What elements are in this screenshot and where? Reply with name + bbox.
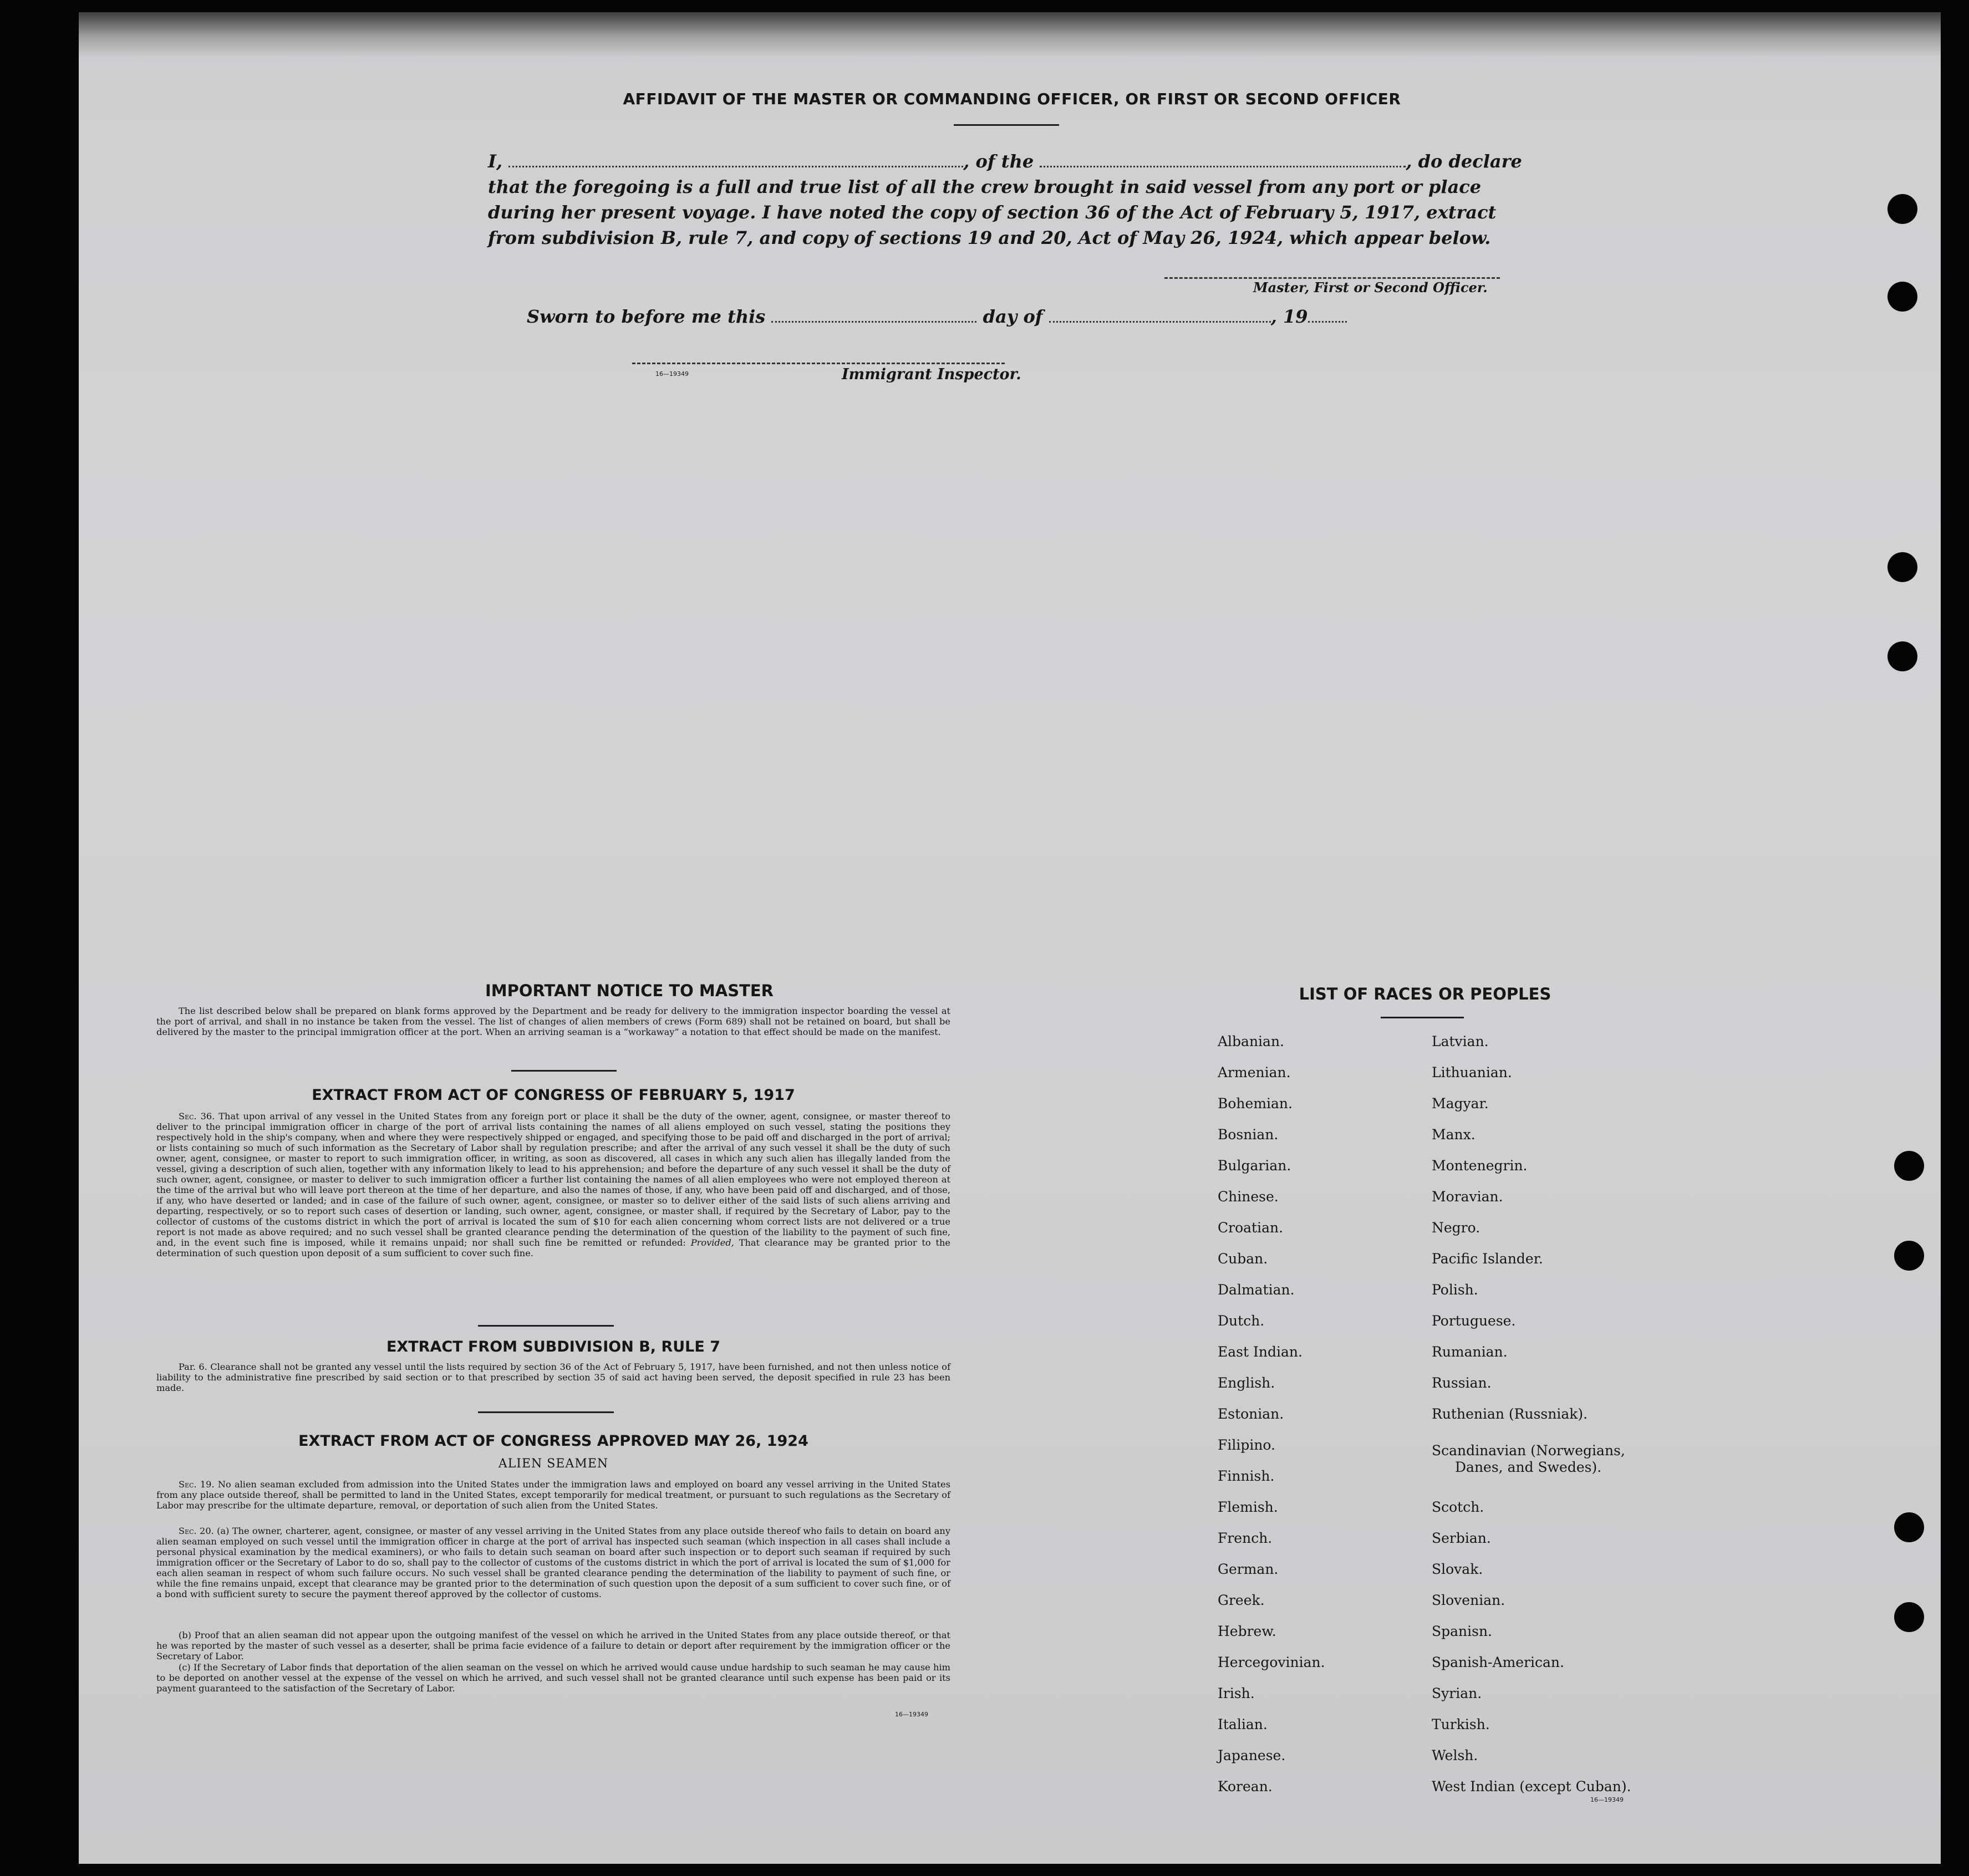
of-the-label: , of the [963,151,1034,172]
race-item: German. [1218,1561,1279,1577]
extract-1917-heading: EXTRACT FROM ACT OF CONGRESS OF FEBRUARY 5, 1917 [312,1087,795,1104]
race-item: Finnish. [1218,1468,1275,1484]
master-signature-line[interactable] [1164,277,1500,279]
race-item: Spanish-American. [1432,1654,1564,1670]
affidavit-declaration [488,149,1541,251]
binder-hole [1887,282,1917,312]
form-number: 16—19349 [655,370,689,378]
race-item: Bulgarian. [1218,1158,1291,1174]
race-item: Korean. [1218,1778,1273,1795]
month-field-line[interactable] [1049,321,1271,323]
year-field-line[interactable] [1308,321,1347,323]
binder-hole [1894,1241,1924,1271]
race-item: Greek. [1218,1592,1265,1608]
inspector-caption: Immigrant Inspector. [842,366,1021,383]
race-item: West Indian (except Cuban). [1432,1778,1631,1795]
races-title-underline [1381,1017,1464,1018]
race-item: Hebrew. [1218,1623,1276,1639]
day-of-label: day of [983,306,1043,327]
title-underline [954,124,1059,126]
race-item: English. [1218,1375,1275,1391]
sec19-label: Sec. 19. [179,1479,215,1490]
race-item: Turkish. [1432,1716,1490,1732]
year-label: , 19 [1270,306,1308,327]
sec36-label: Sec. 36. [179,1111,215,1121]
race-item: Flemish. [1218,1499,1278,1515]
race-item: Bohemian. [1218,1095,1293,1112]
race-item: Bosnian. [1218,1126,1279,1143]
race-item: Negro. [1432,1220,1480,1236]
race-item: Chinese. [1218,1189,1279,1205]
race-item: Armenian. [1218,1064,1291,1080]
sec20-label: Sec. 20. [179,1526,214,1536]
binder-hole [1887,552,1917,582]
scan-edge-shadow [79,12,1941,57]
sec19-paragraph [156,1479,950,1511]
race-item: Ruthenian (Russniak). [1432,1406,1588,1422]
race-item: Croatian. [1218,1220,1284,1236]
section-divider [478,1325,614,1327]
race-item: Spanisn. [1432,1623,1493,1639]
extract-rule7-body: Par. 6. Clearance shall not be granted any vessel until the lists required by section 36 of the Act of February 5, 1917, have been furnished, and not then unless notice of liability to the administrative fine prescribed by said section or to that prescribed by section 35 of said act having been served, the deposit specified in rule 23 has been made. [156,1362,950,1393]
form-number: 16—19349 [1590,1796,1624,1803]
race-item: Albanian. [1218,1033,1285,1049]
binder-hole [1894,1151,1924,1181]
sec20c-paragraph: (c) If the Secretary of Labor finds that deportation of the alien seaman on the vessel on which he arrived would cause undue hardship to such seaman he may cause him to be deported on another vessel at the expense of the vessel on which he arrived, and such vessel shall not be granted clearance until such expense has been paid or its payment guaranteed to the satisfaction of the Secretary of Labor. [156,1662,950,1694]
alien-seamen-subheading: ALIEN SEAMEN [498,1457,609,1471]
sworn-line [527,306,1347,327]
extract-1917-body [156,1111,950,1258]
race-item: Welsh. [1432,1747,1478,1763]
race-item: Russian. [1432,1375,1492,1391]
inspector-signature-line[interactable] [632,363,1005,364]
race-item: East Indian. [1218,1344,1303,1360]
race-item: Rumanian. [1432,1344,1508,1360]
sec20a-text: (a) The owner, charterer, agent, consignee, or master of any vessel arriving in the United States from any place outside thereof who fails to detain on board any alien seaman employed on such vessel until the immigration officer in charge at the port of arrival has inspected such seaman (which inspection in all cases shall include a personal physical examination by the medical examiners), or who fails to detain such seaman on board after such inspection or to deport such seaman if required by such immigration officer or the Secretary of Labor to do so, shall pay to the collector of customs of the customs district in which the port of arrival is located the sum of $1,000 for each alien seaman in respect of whom such failure occurs. No such vessel shall be granted clearance pending the determination of the liability to payment of such fine, or while the fine remains unpaid, except that clearance may be granted prior to the determination of such question upon the deposit of a sum sufficient to cover such fine, or of a bond with sufficient surety to secure the payment thereof approved by the collector of customs. [156,1526,950,1599]
sec20b-paragraph: (b) Proof that an alien seaman did not appear upon the outgoing manifest of the vessel on which he arrived in the United States from any place outside thereof, or that he was reported by the master of such vessel as a deserter, shall be prima facie evidence of a failure to detain or deport after requirement by the immigration officer or the Secretary of Labor. [156,1630,950,1661]
race-item: Slovenian. [1432,1592,1505,1608]
notice-heading: IMPORTANT NOTICE TO MASTER [485,981,774,1000]
sec36-text-end: That clearance may be granted prior to the determination of such question upon deposit of a sum sufficient to cover such fine. [156,1237,950,1258]
binder-hole [1894,1512,1924,1542]
race-item: Estonian. [1218,1406,1284,1422]
race-item: Serbian. [1432,1530,1491,1546]
affidavit-title: AFFIDAVIT OF THE MASTER OR COMMANDING OFFICER, OR FIRST OR SECOND OFFICER [623,90,1401,108]
race-item: Magyar. [1432,1095,1489,1112]
race-item: Latvian. [1432,1033,1489,1049]
race-item: Moravian. [1432,1189,1503,1205]
sec36-text: That upon arrival of any vessel in the United States from any foreign port or place it shall be the duty of the owner, agent, consignee, or master thereof to deliver to the principal immigration officer in charge of the port of arrival lists containing the names of all aliens employed on such vessel, stating the positions they respectively hold in the ship's company, when and where they were respectively shipped or engaged, and specifying those to be paid off and discharged in the port of arrival; or lists containing so much of such information as the Secretary of Labor shall by regulation prescribe; and after the arrival of any such vessel it shall be the duty of such owner, agent, consignee, or master to report to such immigration officer, in writing, as soon as discovered, all cases in which any such alien has illegally landed from the vessel, giving a description of such alien, together with any information likely to lead to his apprehension; and before the departure of any such vessel it shall be the duty of such owner, agent, consignee, or master to deliver to such immigration officer a further list containing the names of all alien employees who were not employed thereon at the time of the arrival but who will leave port thereon at the time of her departure, and also the names of those, if any, who have been paid off and discharged, and of those, if any, who have deserted or landed; and in case of the failure of such owner, agent, consignee, or master so to deliver either of the said lists of such aliens arriving and departing, respectively, or so to report such cases of desertion or landing, such owner, agent, consignee, or master shall, if required by the Secretary of Labor, pay to the collector of customs of the customs district in which the port of arrival is located the sum of $10 for each alien concerning whom correct lists are not delivered or a true report is not made as above required; and no such vessel shall be granted clearance pending the determination of the question of the liability to the payment of such fine, and, in the event such fine is imposed, while it remains unpaid; nor shall such fine be remitted or refunded: [156,1111,950,1248]
day-field-line[interactable] [771,321,976,323]
race-item: Polish. [1432,1282,1478,1298]
race-item: Slovak. [1432,1561,1483,1577]
race-item: Manx. [1432,1126,1476,1143]
race-item: Pacific Islander. [1432,1251,1543,1267]
notice-body: The list described below shall be prepared on blank forms approved by the Department and be ready for delivery to the immigration inspector boarding the vessel at the port of arrival, and shall in no instance be taken from the vessel. The list of changes of alien members of crews (Form 689) shall not be retained on board, but shall be delivered by the master to the principal immigration officer at the port. When an arriving seaman is a “workaway” a notation to that effect should be made on the manifest. [156,1006,950,1037]
race-item: Lithuanian. [1432,1064,1512,1080]
extract-rule7-heading: EXTRACT FROM SUBDIVISION B, RULE 7 [386,1338,721,1355]
i-label: I, [488,151,503,172]
race-item: Filipino. [1218,1437,1275,1453]
master-signature-caption: Master, First or Second Officer. [1253,279,1488,295]
race-item: Cuban. [1218,1251,1268,1267]
race-item: Scotch. [1432,1499,1484,1515]
race-item: Dalmatian. [1218,1282,1295,1298]
section-divider [478,1411,614,1413]
vessel-field-line[interactable] [1040,166,1406,167]
extract-1924-heading: EXTRACT FROM ACT OF CONGRESS APPROVED MAY 26, 1924 [298,1433,808,1450]
sec20a-paragraph [156,1526,950,1599]
binder-hole [1887,641,1917,671]
race-item: Montenegrin. [1432,1158,1528,1174]
race-item: Dutch. [1218,1313,1265,1329]
race-item: Scandinavian (Norwegians, [1432,1442,1625,1459]
binder-hole [1887,194,1917,224]
form-number: 16—19349 [895,1711,928,1718]
binder-hole [1894,1602,1924,1632]
sworn-label: Sworn to before me this [527,306,766,327]
name-field-line[interactable] [508,166,963,167]
section-divider [511,1070,617,1072]
race-item: Italian. [1218,1716,1268,1732]
race-item: Danes, and Swedes). [1455,1459,1602,1475]
sec19-text: No alien seaman excluded from admission into the United States under the immigration laws and employed on board any vessel arriving in the United States from any place outside thereof, shall be permitted to land in the United States, except temporarily for medical treatment, or pursuant to such regulations as the Secretary of Labor may prescribe for the ultimate departure, removal, or deportation of such alien from the United States. [156,1479,950,1511]
race-item: Japanese. [1218,1747,1286,1763]
provided-label: Provided, [690,1237,734,1248]
race-item: Portuguese. [1432,1313,1516,1329]
race-item: Syrian. [1432,1685,1482,1701]
race-item: Irish. [1218,1685,1255,1701]
races-title: LIST OF RACES OR PEOPLES [1299,985,1551,1003]
race-item: French. [1218,1530,1273,1546]
declaration-text: that the foregoing is a full and true list of all the crew brought in said vessel from any port or place during her present voyage. I have noted the copy of section 36 of the Act of February 5, 1917, extract from subdivision B, rule 7, and copy of sections 19 and 20, Act of May 26, 1924, which appear below. [488,176,1497,248]
race-item: Hercegovinian. [1218,1654,1325,1670]
do-declare-label: , do declare [1406,151,1522,172]
